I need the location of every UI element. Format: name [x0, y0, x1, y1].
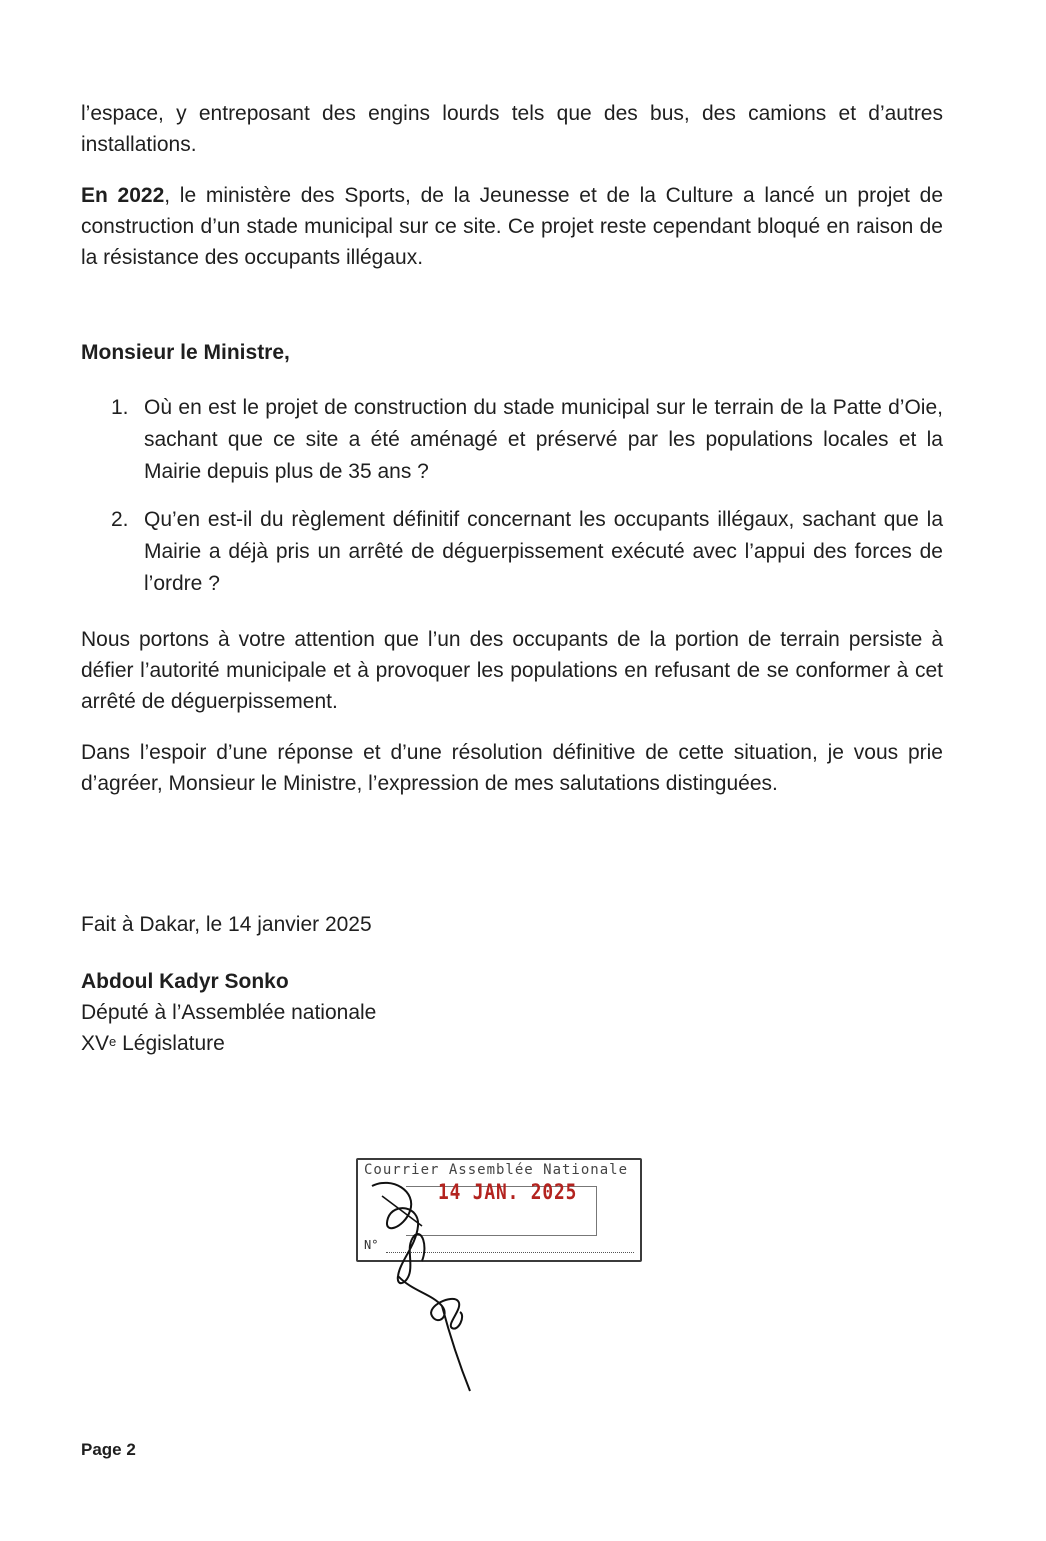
question-number: 2.: [111, 508, 129, 531]
letter-body-bottom: [81, 624, 943, 799]
place-date: Fait à Dakar, le 14 janvier 2025: [81, 913, 372, 936]
legislature-suffix: e: [109, 1034, 117, 1049]
paragraph-espace: l’espace, y entreposant des engins lourds tels que des bus, des camions et d’autres installations.: [81, 102, 943, 156]
signatory-name: Abdoul Kadyr Sonko: [81, 970, 289, 993]
stamp-header: Courrier Assemblée Nationale: [364, 1162, 629, 1178]
question-text: Qu’en est-il du règlement définitif concernant les occupants illégaux, sachant que la Mairie a déjà pris un arrêté de déguerpissement exécuté avec l’appui des forces de l’ordre ?: [144, 508, 943, 595]
paragraph-2022: [81, 180, 943, 273]
handwritten-signature: [362, 1166, 502, 1396]
signature-block: [81, 966, 376, 1059]
signatory-title: Député à l’Assemblée nationale: [81, 1001, 377, 1024]
questions-list: [81, 392, 943, 600]
question-item: [81, 504, 943, 600]
paragraph-attention: Nous portons à votre attention que l’un des occupants de la portion de terrain persiste à défier l’autorité municipale et à provoquer les populations en refusant de se conformer à cet arrêté de déguerpissement.: [81, 628, 943, 713]
legislature-number: XV: [81, 1032, 110, 1055]
legislature-word: Législature: [122, 1032, 225, 1055]
page-number: Page 2: [81, 1440, 136, 1459]
year-highlight: En 2022: [81, 184, 165, 207]
question-number: 1.: [111, 396, 129, 419]
signatory-legislature: [81, 1028, 376, 1059]
letter-body-top: [81, 98, 943, 273]
question-item: [81, 392, 943, 488]
stamp-date: 14 JAN. 2025: [438, 1180, 578, 1204]
paragraph-closing-formula: Dans l’espoir d’une réponse et d’une résolution définitive de cette situation, je vous prie d’agréer, Monsieur le Ministre, l’expression de mes salutations distinguées.: [81, 741, 943, 795]
stamp-number-label: N°: [364, 1238, 379, 1252]
salutation: Monsieur le Ministre,: [81, 341, 290, 364]
question-text: Où en est le projet de construction du stade municipal sur le terrain de la Patte d’Oie, sachant que ce site a été aménagé et préservé par les populations locales et la Mairie depuis plus de 35 ans ?: [144, 396, 943, 483]
paragraph-2022-text: , le ministère des Sports, de la Jeunesse et de la Culture a lancé un projet de construction d’un stade municipal sur ce site. Ce projet reste cependant bloqué en raison de la résistance des occupants illégaux.: [81, 184, 943, 269]
